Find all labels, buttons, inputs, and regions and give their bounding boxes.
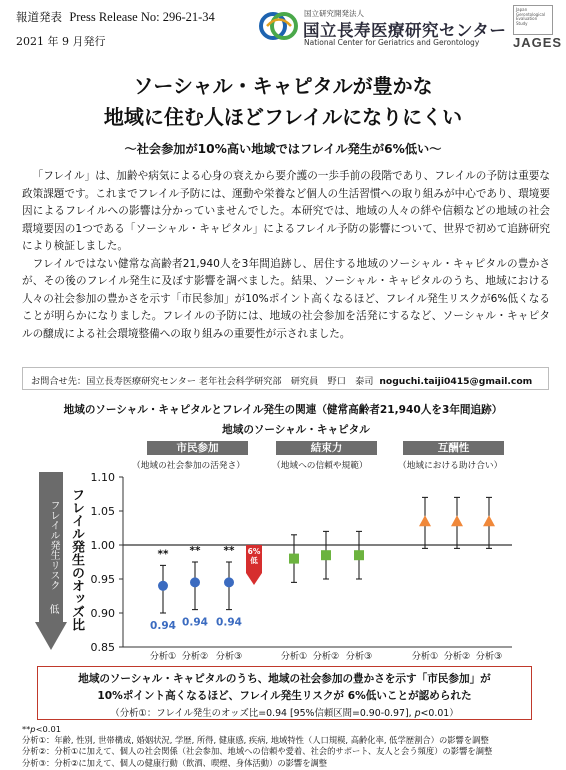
- figure-title: 地域のソーシャル・キャピタルとフレイル発生の関連（健常高齢者21,940人を3年間追跡）: [63, 404, 503, 416]
- x-tick-label: 分析③: [215, 651, 243, 662]
- y-tick-label: 0.95: [90, 573, 115, 586]
- data-label: 0.94: [216, 616, 242, 629]
- body-paragraph-2: フレイルではない健常な高齢者21,940人を3年間追跡し、居住する地域のソーシャル・キャピタルの豊かさが、その後のフレイル発生に及ぼす影響を調べました。結果、ソーシャル・キャピタルのうち、地域における人々の社会参加の豊かさを示す「市民参加」が10%ポイント高くなるほど、フレイル発生リスクが6%低くなることが明らかになりました。フレイルの予防には、地域の社会参加を活発にするなど、ソーシャル・キャピタルの醸成による社会環境整備への取り組みの重要性が示されました。: [22, 257, 550, 340]
- y-tick-label: 1.10: [90, 471, 115, 484]
- x-tick-label: 分析①: [149, 651, 177, 662]
- data-point-triangle: [483, 515, 495, 526]
- y-tick-label: 1.00: [90, 539, 115, 552]
- press-label: 報道発表: [16, 10, 62, 24]
- group-desc-reciprocity: （地域における助け合い）: [398, 461, 503, 471]
- summary-line-3: （分析①：フレイル発生のオッズ比=0.94 [95%信頼区間=0.90-0.97], p<0.01）: [110, 708, 459, 719]
- data-point-triangle: [451, 515, 463, 526]
- y-tick-label: 1.05: [90, 505, 115, 518]
- summary-line-2: 10%ポイント高くなるほど、フレイル発生リスクが 6%低いことが認められた: [97, 690, 472, 702]
- data-label: 0.94: [182, 616, 208, 629]
- logo-english: National Center for Geriatrics and Gerontology: [304, 38, 480, 47]
- x-tick-label: 分析①: [411, 651, 439, 662]
- body-paragraph-1: 「フレイル」は、加齢や病気による心身の衰えから要介護の一歩手前の段階であり、フレイルの予防は重要な政策課題です。これまでフレイル予防には、運動や栄養など個人の生活習慣への取り組みが中心であり、環境要因によるフレイルへの影響は分かっていませんでした。本研究では、地域の人々の絆や信頼などの地域の社会環境要因の1つである「ソーシャル・キャピタル」によるフレイル予防の影響について、世界で初めて追跡研究により検証しました。: [22, 170, 550, 252]
- footnote-analysis-3: 分析③：分析②に加えて、個人の健康行動（飲酒、喫煙、身体活動）の影響を調整: [22, 757, 328, 768]
- significance-marker: **: [189, 545, 201, 557]
- data-point-square: [289, 554, 299, 564]
- x-tick-label: 分析①: [280, 651, 308, 662]
- contact-email[interactable]: noguchi.taiji0415@gmail.com: [379, 376, 533, 387]
- data-point-circle: [224, 577, 234, 587]
- data-label: 0.94: [150, 620, 176, 632]
- significance-marker: **: [157, 548, 169, 561]
- group-desc-cohesion: （地域への信頼や規範）: [272, 461, 368, 471]
- y-tick-label: 0.90: [90, 607, 115, 620]
- footnote-analysis-1: 分析①：年齢, 性別, 世帯構成, 婚姻状況, 学歴, 所得, 健康感, 疾病, 地域特性（人口規模, 高齢化率, 低学歴割合）の影響を調整: [22, 735, 489, 746]
- jages-logo: Japan Gerontological Evaluation Study JAGES: [513, 7, 563, 50]
- data-point-square: [354, 550, 364, 560]
- figure-subtitle: 地域のソーシャル・キャピタル: [222, 424, 370, 436]
- x-tick-label: 分析②: [443, 651, 471, 662]
- footnote-analysis-2: 分析②：分析①に加えて、個人の社会関係（社会参加、地域への信頼や愛着、社会的サポート、友人と会う頻度）の影響を調整: [22, 746, 493, 757]
- data-point-square: [321, 550, 331, 560]
- logo-name: 国立長寿医療研究センター: [303, 21, 507, 40]
- x-tick-label: 分析③: [475, 651, 503, 662]
- group-desc-civic: （地域の社会参加の活発さ）: [132, 461, 245, 471]
- y-tick-label: 0.85: [90, 641, 115, 654]
- issue-date: 2021 年 9 月発行: [16, 35, 106, 49]
- significance-marker: **: [223, 545, 235, 557]
- x-tick-label: 分析③: [345, 651, 373, 662]
- y-axis-label: フレイル発生のオッズ比: [69, 488, 84, 631]
- group-label-reciprocity: 互酬性: [403, 441, 504, 455]
- risk-arrow-low: 低: [47, 604, 58, 614]
- footnote-significance: **p<0.01: [22, 724, 62, 734]
- footnotes: [22, 724, 557, 769]
- x-tick-label: 分析②: [181, 651, 209, 662]
- title-line-2: 地域に住む人ほどフレイルになりにくい: [103, 105, 463, 129]
- data-point-circle: [158, 581, 168, 591]
- title-line-1: ソーシャル・キャピタルが豊かな: [133, 74, 433, 98]
- press-release-number: Press Release No: 296-21-34: [69, 10, 215, 24]
- contact-text: お問合せ先：国立長寿医療研究センター 老年社会科学研究部 研究員 野口 泰司: [31, 376, 374, 387]
- group-label-civic: 市民参加: [147, 441, 248, 455]
- data-point-triangle: [419, 515, 431, 526]
- red-tag-label: 6%低: [247, 547, 261, 565]
- data-point-circle: [190, 577, 200, 587]
- jages-wordmark: JAGES: [513, 35, 563, 50]
- risk-arrow-label: フレイル発生リスク: [48, 500, 59, 590]
- subtitle: ～社会参加が10%高い地域ではフレイル発生が6%低い～: [124, 142, 442, 156]
- summary-box: [37, 666, 532, 720]
- logo-org-type: 国立研究開発法人: [304, 9, 364, 18]
- x-tick-label: 分析②: [312, 651, 340, 662]
- group-label-cohesion: 結束力: [276, 441, 377, 455]
- summary-line-1: 地域のソーシャル・キャピタルのうち、地域の社会参加の豊かさを示す「市民参加」が: [78, 673, 491, 685]
